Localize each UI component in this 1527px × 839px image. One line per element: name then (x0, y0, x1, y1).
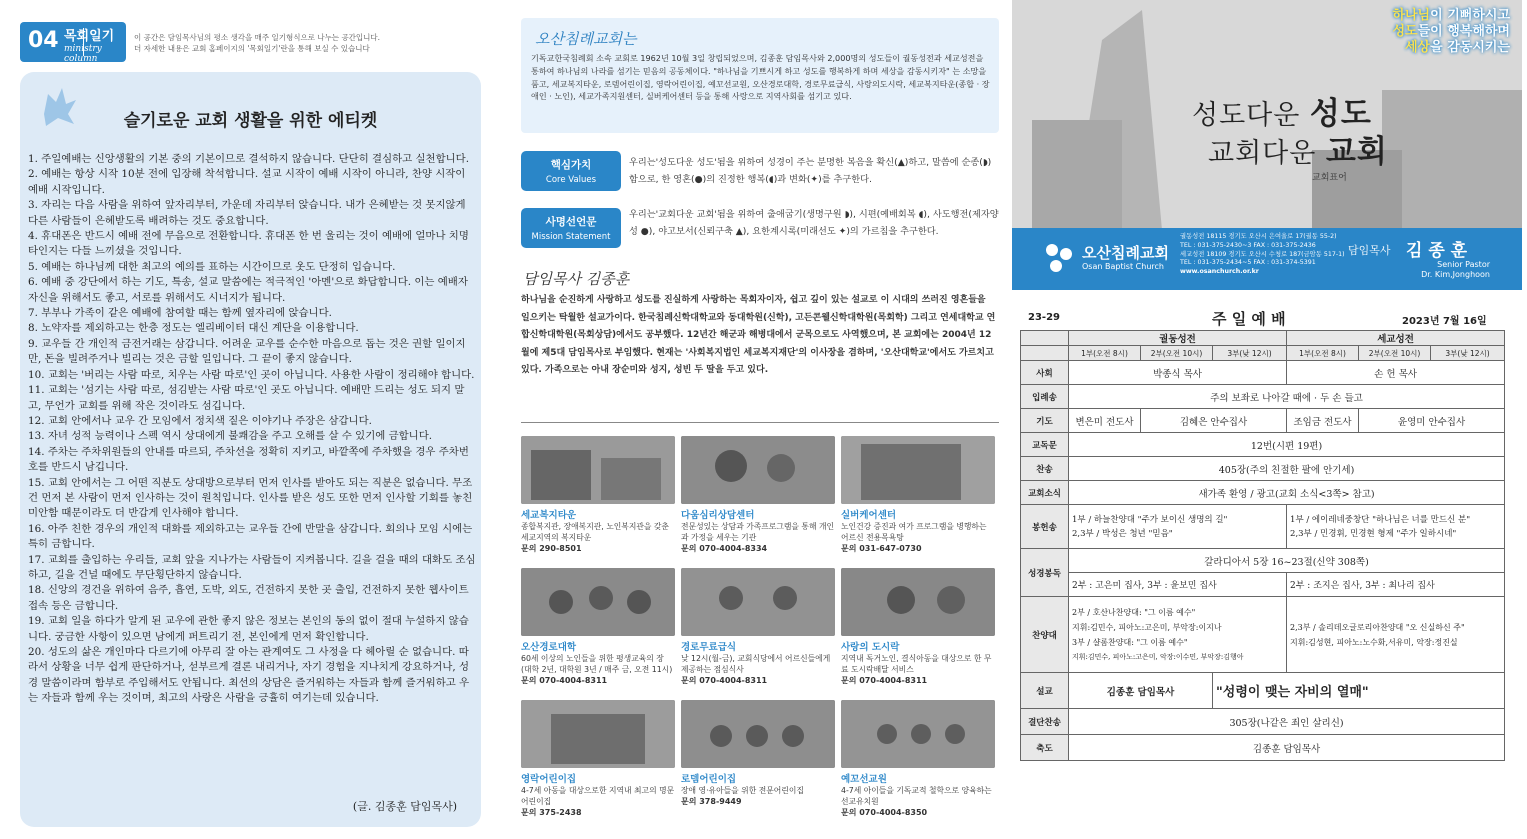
motto-highlight: 세상 (1405, 40, 1431, 55)
row-label: 교회소식 (1021, 481, 1069, 505)
column-intro (134, 32, 484, 54)
service-photo (521, 568, 675, 636)
choir-line: 지휘:김민수, 피아노:고은미, 부악장:이지나 (1072, 622, 1222, 632)
pastor-en-title: Senior Pastor (1437, 260, 1490, 269)
service-photo (841, 568, 995, 636)
column-subtitle: ministry column (64, 44, 102, 64)
campus-header: 궐동성전 (1069, 331, 1287, 346)
time-header: 2부(오전 10시) (1359, 346, 1431, 361)
time-header: 2부(오전 10시) (1141, 346, 1213, 361)
rule-item: 11. 교회는 '섬기는 사람 따로, 섬김받는 사람 따로'인 곳도 아닙니다. 예배만 드리는 성도 되지 말고, 무언가 교회를 위해 작은 것이라도 섬깁니다. (28, 384, 465, 412)
service-name: 예꼬선교원 (841, 774, 887, 785)
preacher: 김종훈 담임목사 (1069, 673, 1213, 709)
service-card (681, 568, 835, 696)
etiquette-page (0, 0, 495, 839)
core-values-en: Core Values (545, 175, 597, 185)
mission-label (521, 208, 621, 248)
service-desc: 4-7세 아이들을 기독교적 철학으로 양육하는 선교유치원 (841, 786, 992, 806)
rule-item: 6. 예배 중 강단에서 하는 기도, 특송, 설교 말씀에는 적극적인 '아멘'으로 화답합니다. 이는 예배자 자신을 위해서도 좋고, 서로를 위해서도 시너지가 됩니다. (28, 276, 468, 304)
responsive-reading: 12번(시편 19편) (1069, 433, 1505, 457)
service-contact: 문의 375-2438 (521, 808, 582, 817)
prayer-1: 변은미 전도사 (1069, 409, 1141, 433)
core-values-text: 우리는'성도다운 성도'됨을 위하여 성경이 주는 분명한 복음을 확신(▲)하고, 말씀에 순종(◗)함으로, 한 영혼(●)의 진정한 행복(◖)과 변화(✦)를 추구한다. (629, 157, 992, 185)
motto-line (1392, 24, 1510, 40)
intro-line-2: 더 자세한 내용은 교회 홈페이지의 '목회일기'란을 통해 보실 수 있습니다 (134, 44, 370, 53)
motto-highlight: 하나님 (1392, 8, 1431, 23)
row-label: 사회 (1021, 361, 1069, 385)
etiquette-rules (28, 152, 476, 707)
choir-line: 지휘:김민수, 피아노:고은미, 악장:이수민, 부악장:김행아 (1072, 652, 1244, 661)
service-desc: 장애 영·유아들을 위한 전문어린이집 (681, 786, 804, 795)
church-info-band (1012, 228, 1522, 290)
choir-line: 2부 / 호산나찬양대: "그 이름 예수" (1072, 607, 1196, 617)
reader-1: 2부 : 고은미 집사, 3부 : 윤보민 집사 (1069, 573, 1287, 597)
about-box (521, 18, 999, 133)
church-name-en: Osan Baptist Church (1082, 262, 1164, 271)
service-photo (681, 436, 835, 504)
church-motto (1392, 8, 1510, 56)
phone-2: TEL : 031-375-2434~5 FAX : 031-374-5391 (1180, 259, 1316, 267)
service-name: 경로무료급식 (681, 642, 737, 653)
people-photo-icon (841, 700, 995, 768)
service-contact: 문의 290-8501 (521, 544, 582, 553)
prayer-3: 조임금 전도사 (1287, 409, 1359, 433)
service-desc: 60세 이상의 노인들을 위한 평생교육의 장 (대학 2년, 대학원 3년 / 매주 금, 오전 11시) (521, 654, 673, 674)
hymn: 405장(주의 친절한 팔에 안기세) (1069, 457, 1505, 481)
offering-line: 2,3부 / 박성은 청년 "믿음" (1072, 528, 1173, 539)
column-title: 목회일기 (64, 29, 115, 44)
service-photo (841, 436, 995, 504)
service-order-table (1020, 330, 1505, 761)
rule-item: 3. 자리는 다음 사람을 위하여 앞자리부터, 가운데 자리부터 앉습니다. 내가 은혜받는 것 못지않게 다른 사람들이 은혜받도록 배려하는 것도 중요합니다. (28, 199, 466, 227)
row-label: 설교 (1021, 673, 1069, 709)
rule-item: 19. 교회 일을 하다가 알게 된 교우에 관한 좋지 않은 정보는 본인의 동의 없이 절대 누설하지 않습니다. 궁금한 사항이 있으면 남에게 퍼트리기 전, 본인에게 먼저 확인합니다. (28, 615, 469, 643)
choir-line: 지휘:김성현, 피아노:노수화,서유미, 악장:정진실 (1290, 637, 1458, 647)
reader-2: 2부 : 조지은 집사, 3부 : 최나리 집사 (1287, 573, 1505, 597)
offering-2 (1287, 505, 1505, 549)
scripture: 갈라디아서 5장 16~23절(신약 308쪽) (1069, 549, 1505, 573)
row-label: 기도 (1021, 409, 1069, 433)
motto-line (1392, 40, 1510, 56)
pastor-en-name: Dr. Kim,Jonghoon (1421, 270, 1490, 279)
offering-line: 1부 / 에이레네중창단 "하나님은 너를 만드신 분" (1290, 514, 1471, 525)
rule-item: 1. 주일예배는 신앙생활의 기본 중의 기본이므로 결석하지 않습니다. 단단히 결심하고 실천합니다. (28, 153, 470, 165)
people-photo-icon (681, 568, 835, 636)
service-contact: 문의 070-4004-8311 (521, 676, 608, 685)
sermon-title: "성령이 맺는 자비의 열매" (1213, 673, 1505, 709)
core-values-ko: 핵심가치 (550, 159, 592, 171)
address-2: 세교성전 18109 경기도 오산시 수청로 187(금암동 517-1) (1180, 250, 1345, 258)
service-card (521, 568, 675, 696)
motto-rest: 을 감동시키는 (1430, 40, 1510, 55)
pastor-bio: 하나님을 순진하게 사랑하고 성도를 진실하게 사랑하는 목회자이자, 쉽고 깊이 있는 설교로 이 시대의 쓰러진 영혼들을 일으키는 탁월한 설교가이다. 한국침례신학대학교와 동대학원(신학), 고든콘웰신학대학원(목회학) 그리고 연세대학교 연합신학대학원(목회상담)에서도 공부했다. 12년간 해군과 해병대에서 군목으로도 사역했으며, 본 교회에는 2004년 12월에 제5대 담임목사로 부임했다. 현재는 '사회복지법인 세교복지재단'의 이사장을 겸하며, '오산대학교'에서도 가르치고 있다. 가족으로는 아내 장순미와 성지, 성빈 두 딸을 두고 있다. (521, 295, 996, 376)
rule-item: 10. 교회는 '버리는 사람 따로, 치우는 사람 따로'인 곳이 아닙니다. 사용한 사람이 정리해야 합니다. (28, 368, 475, 381)
rule-item: 17. 교회를 출입하는 우리들, 교회 앞을 지나가는 사람들이 지켜봅니다. 길을 걸을 때의 대화도 조심하고, 길을 건널 때에도 무단횡단하지 않습니다. (28, 553, 476, 581)
prayer-2: 김혜은 안수집사 (1141, 409, 1287, 433)
service-contact: 문의 070-4004-8334 (681, 544, 768, 553)
building-photo-icon (841, 436, 995, 504)
building-photo-icon (521, 700, 675, 768)
building-photo-icon (521, 436, 675, 504)
people-photo-icon (681, 700, 835, 768)
service-order (1020, 330, 1516, 761)
rule-item: 13. 자녀 성적 능력이나 스펙 역시 상대에게 불쾌감을 주고 오해를 살 수 있기에 금합니다. (28, 430, 433, 443)
corner-cell (1021, 331, 1069, 346)
service-contact: 문의 070-4004-8311 (841, 676, 928, 685)
service-name: 사랑의 도시락 (841, 642, 900, 653)
row-label: 결단찬송 (1021, 709, 1069, 735)
service-name: 로뎀어린이집 (681, 774, 737, 785)
bulletin-page (1012, 0, 1527, 839)
pastor-title: 담임목사 김종훈 (523, 270, 630, 288)
service-contact: 문의 070-4004-8350 (841, 808, 928, 817)
row-label: 성경봉독 (1021, 549, 1069, 597)
closing-hymn: 305장(나같은 죄인 살리신) (1069, 709, 1505, 735)
rule-item: 9. 교우들 간 개인적 금전거래는 삼갑니다. 어려운 교우를 순수한 마음으로 돕는 것은 권할 일이지만, 돈을 빌려주거나 빌리는 것은 금할 일입니다. 그 끝이 좋지 않습니다. (28, 337, 466, 366)
pastor-label: 담임목사 (1348, 244, 1391, 257)
mission-en: Mission Statement (531, 232, 611, 242)
signature: (글. 김종훈 담임목사) (352, 800, 457, 813)
offering-line: 1부 / 하늘찬양대 "주가 보이신 생명의 길" (1072, 514, 1228, 525)
about-text: 기독교한국침례회 소속 교회로 1962년 10월 3일 창립되었으며, 김종훈 담임목사와 2,000명의 성도들이 궐동성전과 세교성전을 통하여 하나님의 나라를 섬기는 믿음의 공동체이다. "하나님을 기쁘시게 하고 성도를 행복하게 하며 세상을 감동시키자" 는 소망을 품고, 세교복지타운, 로뎀어린이집, 영락어린이집, 예꼬선교원, 오산경로대학, 경로무료급식, 사랑의도시락, 세교복지타운(종합 · 장애인 · 노인), 세교가족지원센터, 실버케어센터 등을 통해 사랑으로 지역사회를 섬기고 있다. (531, 53, 990, 102)
bulletin-date: 2023년 7월 16일 (1402, 316, 1487, 327)
phone-1: TEL : 031-375-2430~3 FAX : 031-375-2436 (1180, 241, 1316, 249)
service-photo (521, 700, 675, 768)
bulletin-title: 주 일 예 배 (1212, 310, 1286, 328)
time-header: 3부(낮 12시) (1213, 346, 1287, 361)
cover-heading-2 (1208, 126, 1388, 171)
row-label: 찬송 (1021, 457, 1069, 481)
cover-tagline: 교회표어 (1312, 173, 1347, 183)
about-title: 오산침례교회는 (535, 30, 637, 48)
service-contact: 문의 031-647-0730 (841, 544, 922, 553)
motto-rest: 들이 행복해하며 (1417, 24, 1510, 39)
mission-text: 우리는'교회다운 교회'됨을 위하여 출애굽기(생명구원 ◗), 시편(예배회복 ◖), 사도행전(제자양성 ●), 야고보서(신뢰구축 ▲), 요한계시록(미래선도 ✦)의 가르침을 추구한다. (629, 209, 999, 237)
leader-1: 박종식 목사 (1069, 361, 1287, 385)
offering-1 (1069, 505, 1287, 549)
intro-line-1: 이 공간은 담임목사님의 평소 생각을 매주 일기형식으로 나누는 공간입니다. (134, 33, 381, 42)
rule-item: 20. 성도의 삶은 개인마다 다르기에 아무리 잘 아는 관계여도 그 사정을 다 헤아릴 순 없습니다. 따라서 상황을 너무 쉽게 판단하거나, 섣부르게 결론 내리거나, 자기 경험을 지나치게 강요하거나, 성경 말씀이라며 함부로 주입해서도 안됩니다. 최선의 상담은 즐거워하는 자들과 함께 즐거워하고 우는 자들과 함께 우는 것이며, 최고의 사랑은 사람을 긍휼히 여기는데 있습니다. (28, 646, 470, 705)
leader-2: 손 헌 목사 (1287, 361, 1505, 385)
service-desc: 낮 12시(월-금), 교회식당에서 어르신들에게 제공하는 점심식사 (681, 654, 831, 674)
pastor-name: 김 종 훈 (1406, 241, 1468, 261)
address-1: 궐동성전 18115 경기도 오산시 은여울로 17(궐동 55-2) (1180, 233, 1337, 240)
rule-item: 5. 예배는 하나님께 대한 최고의 예의를 표하는 시간이므로 옷도 단정히 입습니다. (28, 260, 396, 273)
service-photo (521, 436, 675, 504)
service-desc: 지역내 독거노인, 결식아동을 대상으로 한 무료 도시락배달 서비스 (841, 654, 992, 674)
service-name: 실버케어센터 (841, 510, 897, 521)
campus-header: 세교성전 (1287, 331, 1505, 346)
rule-item: 2. 예배는 항상 시작 10분 전에 입장해 착석합니다. 설교 시작이 예배 시작이 아니라, 찬양 시작이 예배 시작입니다. (28, 168, 466, 196)
service-desc: 4-7세 아동을 대상으로한 지역내 최고의 명문 어린이집 (521, 786, 675, 806)
choir-line: 2,3부 / 솔리데오글로리아찬양대 "오 신실하신 주" (1290, 622, 1465, 632)
time-header: 1부(오전 8시) (1287, 346, 1359, 361)
call-to-worship: 주의 보좌로 나아갈 때에 · 두 손 들고 (1069, 385, 1505, 409)
service-name: 다움심리상담센터 (681, 510, 755, 521)
service-card (841, 700, 995, 828)
service-card (841, 568, 995, 696)
column-badge (20, 22, 126, 62)
core-values-label (521, 151, 621, 191)
mission-ko: 사명선언문 (545, 216, 597, 228)
service-desc: 종합복지관, 장애복지관, 노인복지관을 갖춘 세교지역의 복지타운 (521, 522, 669, 542)
church-name-ko: 오산침례교회 (1082, 244, 1169, 262)
choir-2 (1287, 597, 1505, 673)
row-label: 축도 (1021, 735, 1069, 761)
rule-item: 18. 신앙의 경건을 위하여 음주, 흡연, 도박, 외도, 건전하지 못한 곳 출입, 건전하지 못한 웹사이트 접속 등은 금합니다. (28, 584, 469, 612)
pastor-en (1421, 260, 1490, 280)
motto-highlight: 성도 (1392, 24, 1418, 39)
choir-line: 3부 / 샬롬찬양대: "그 이름 예수" (1072, 637, 1188, 647)
column-number: 04 (28, 28, 59, 53)
service-card (681, 436, 835, 564)
service-card (841, 436, 995, 564)
church-logo-icon (1042, 240, 1076, 274)
benediction: 김종훈 담임목사 (1069, 735, 1505, 761)
time-header: 3부(낮 12시) (1431, 346, 1505, 361)
service-desc: 노인건강 증진과 여가 프로그램을 병행하는 어르신 전용목욕탕 (841, 522, 987, 542)
rule-item: 15. 교회 안에서는 그 어떤 직분도 상대방으로부터 먼저 인사를 받아도 되는 직분은 없습니다. 무조건 먼저 본 사람이 먼저 인사하는 것이 원칙입니다. 인사를 받은 성도 또한 먼저 인사할 기회를 놓친 미안함 때문이라도 더 반갑게 인사해야 합니다. (28, 476, 473, 520)
service-card (521, 436, 675, 564)
church-addresses (1180, 233, 1345, 277)
people-photo-icon (521, 568, 675, 636)
church-news: 새가족 환영 / 광고(교회 소식<3쪽> 참고) (1069, 481, 1505, 505)
issue-number: 23-29 (1028, 312, 1060, 323)
row-label: 입례송 (1021, 385, 1069, 409)
rule-item: 4. 휴대폰은 반드시 예배 전에 무음으로 전환합니다. 휴대폰 한 번 울리는 것이 예배에 얼마나 치명타인지는 다들 느끼셨을 것입니다. (28, 230, 469, 258)
heading-2b: 교회 (1325, 134, 1388, 170)
choir-1 (1069, 597, 1287, 673)
heading-1a: 성도다운 (1192, 100, 1310, 131)
service-photo (841, 700, 995, 768)
service-contact: 문의 378-9449 (681, 797, 742, 806)
service-photo (681, 700, 835, 768)
rule-item: 14. 주차는 주차위원들의 안내를 따르되, 주차선을 정확히 지키고, 바깥쪽에 주차했을 경우 주차번호를 반드시 남깁니다. (28, 445, 469, 474)
rule-item: 12. 교회 안에서나 교우 간 모임에서 정치색 짙은 이야기나 주장은 삼갑니다. (28, 414, 372, 427)
service-name: 오산경로대학 (521, 642, 577, 653)
heading-2a: 교회다운 (1208, 138, 1326, 169)
people-photo-icon (841, 568, 995, 636)
divider (521, 422, 999, 423)
motto-line (1392, 8, 1510, 24)
row-label: 봉헌송 (1021, 505, 1069, 549)
service-name: 영락어린이집 (521, 774, 577, 785)
etiquette-title: 슬기로운 교회 생활을 위한 에티켓 (123, 111, 378, 131)
prayer-4: 윤영미 안수집사 (1359, 409, 1505, 433)
heading-1b: 성도 (1309, 96, 1372, 132)
etiquette-box (20, 72, 481, 827)
service-desc: 전문성있는 상담과 가족프로그램을 통해 개인과 가정을 세우는 기관 (681, 522, 835, 542)
row-label: 교독문 (1021, 433, 1069, 457)
cover-hero (1012, 0, 1522, 290)
service-contact: 문의 070-4004-8311 (681, 676, 768, 685)
service-card (521, 700, 675, 828)
website[interactable]: www.osanchurch.or.kr (1180, 268, 1259, 276)
rule-item: 7. 부부나 가족이 같은 예배에 참여할 때는 함께 옆자리에 앉습니다. (28, 307, 332, 320)
rule-item: 8. 노약자를 제외하고는 한층 정도는 엘리베이터 대신 계단을 이용합니다. (28, 322, 359, 335)
time-header: 1부(오전 8시) (1069, 346, 1141, 361)
church-info-page (507, 0, 1004, 839)
service-card (681, 700, 835, 828)
rule-item: 16. 아주 친한 경우의 개인적 대화를 제외하고는 교우들 간에 반말을 삼갑니다. 회의나 모임 시에는 특히 금합니다. (28, 522, 473, 551)
people-photo-icon (681, 436, 835, 504)
corner-cell (1021, 346, 1069, 361)
row-label: 찬양대 (1021, 597, 1069, 673)
offering-line: 2,3부 / 민경휘, 민경현 형제 "주가 일하시네" (1290, 528, 1457, 539)
motto-rest: 이 기뻐하시고 (1430, 8, 1510, 23)
service-name: 세교복지타운 (521, 510, 577, 521)
service-photo (681, 568, 835, 636)
